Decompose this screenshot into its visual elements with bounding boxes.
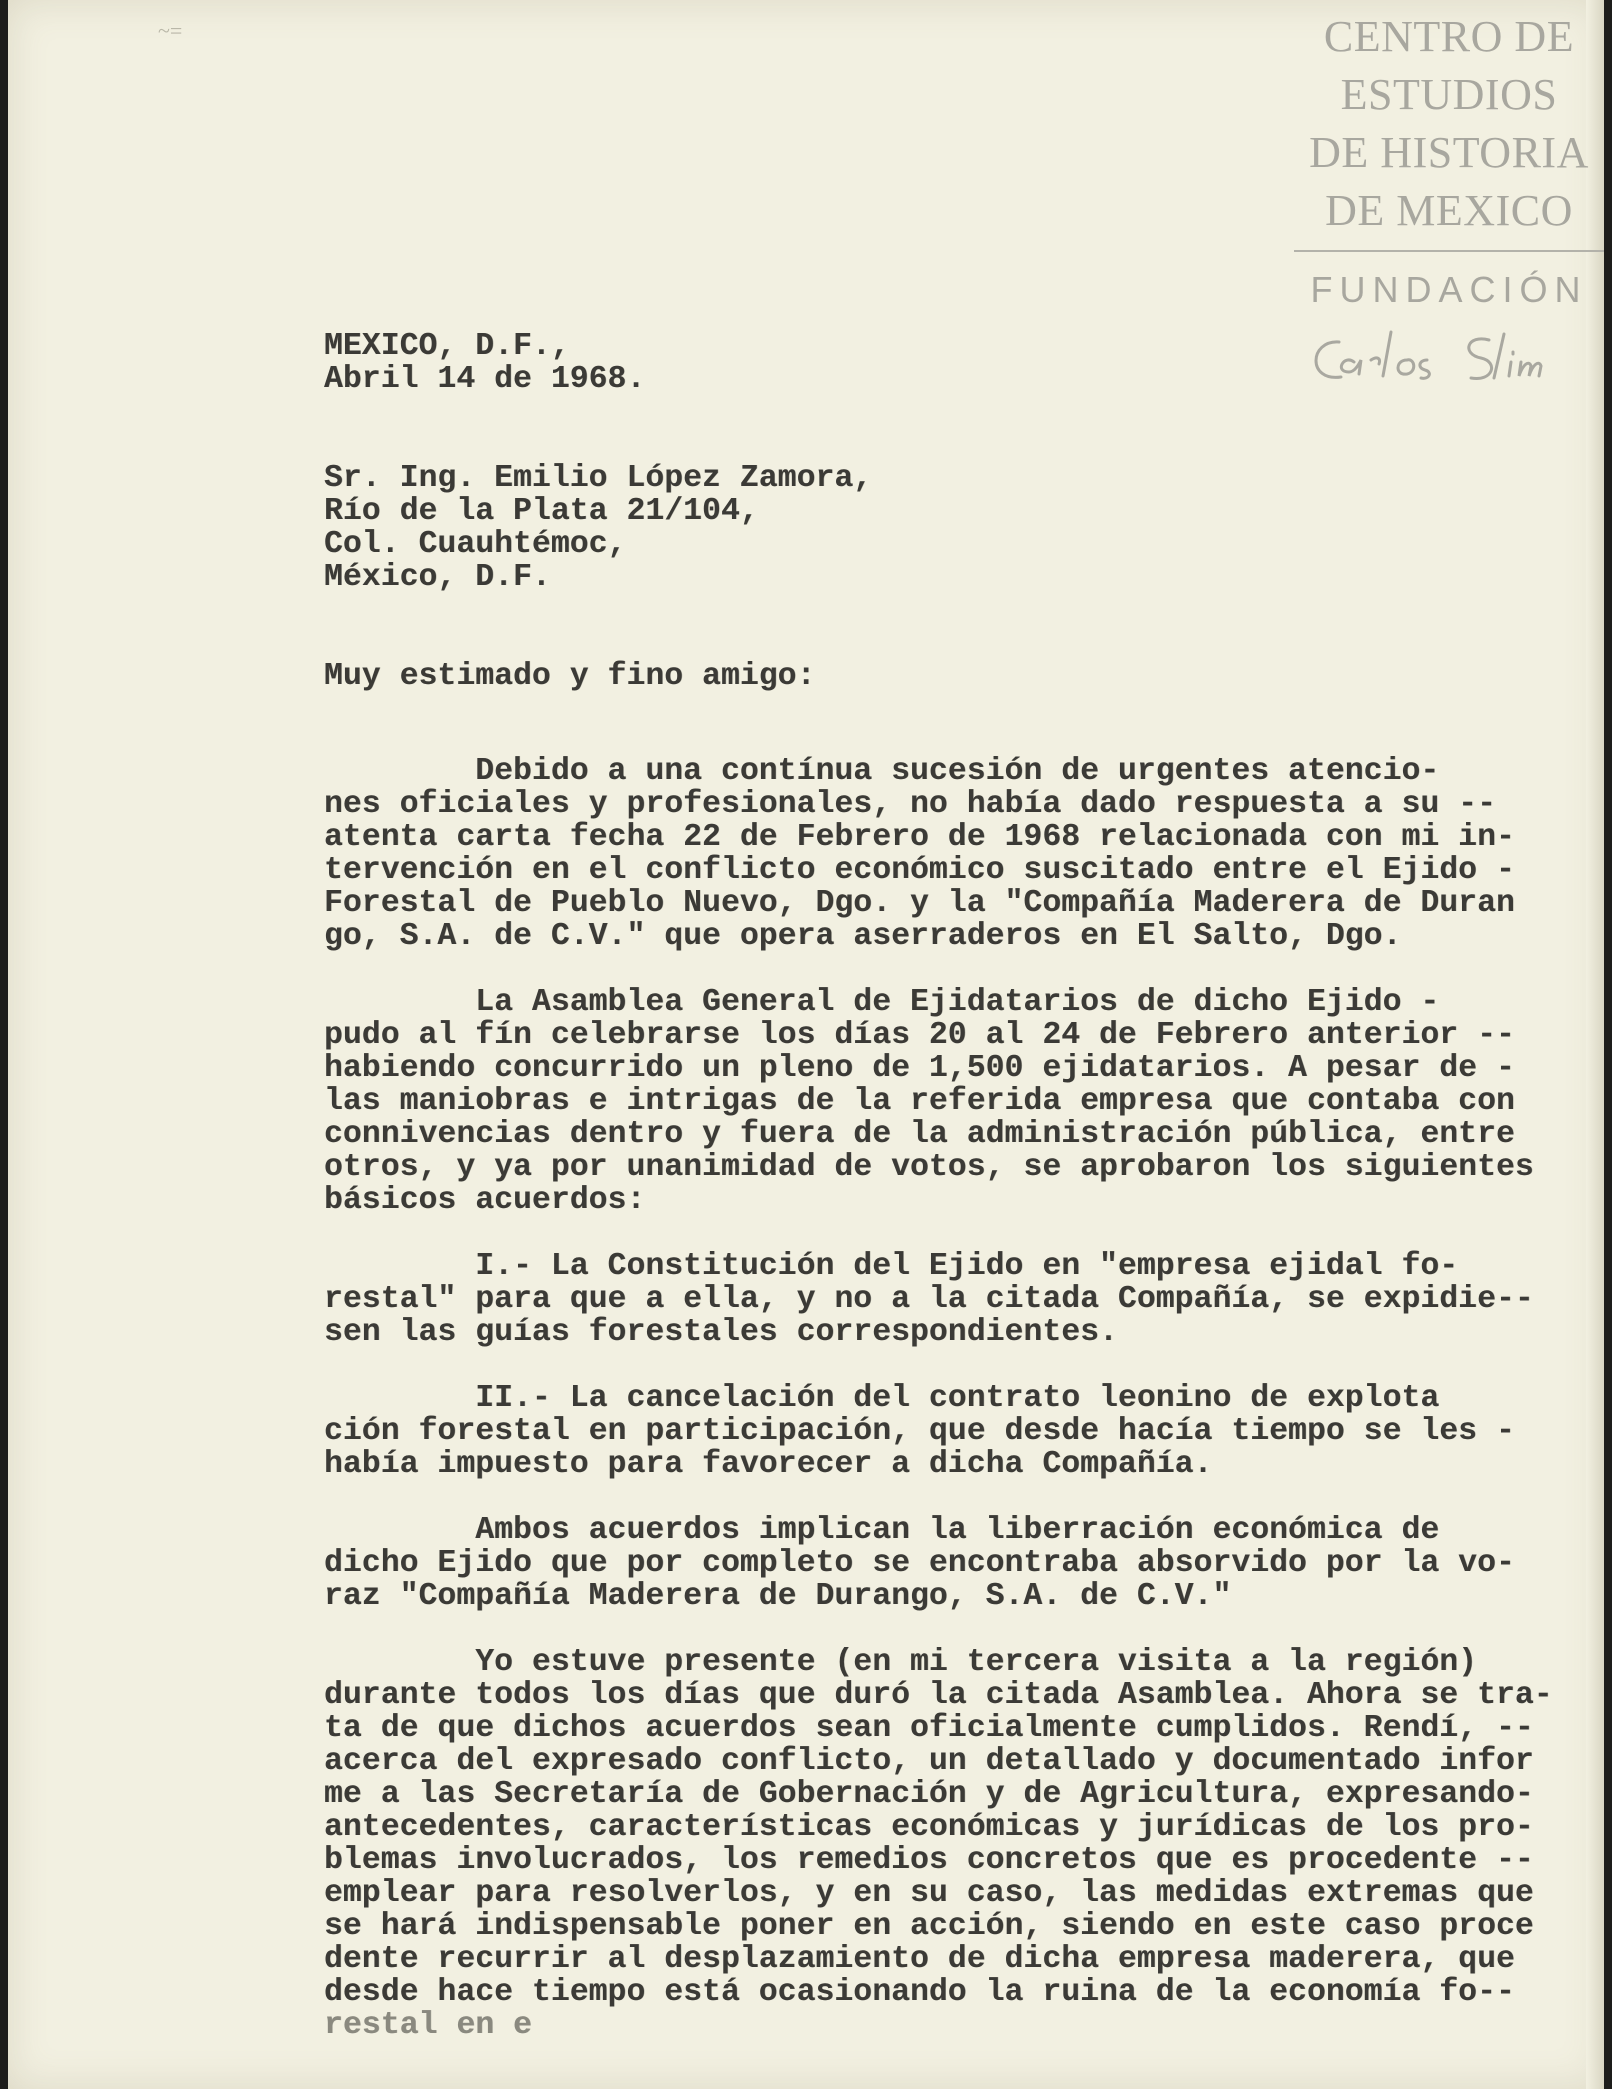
letter-date: Abril 14 de 1968. bbox=[324, 362, 646, 397]
text-line: me a las Secretaría de Gobernación y de Agricultura, expresando- bbox=[324, 1777, 1534, 1812]
text-line: go, S.A. de C.V." que opera aserraderos en El Salto, Dgo. bbox=[324, 919, 1402, 954]
text-line: Debido a una contínua sucesión de urgentes atencio- bbox=[324, 754, 1440, 789]
text-line: durante todos los días que duró la citada Asamblea. Ahora se tra- bbox=[324, 1678, 1553, 1713]
agreement-2 bbox=[324, 1382, 1574, 1481]
text-line: nes oficiales y profesionales, no había dado respuesta a su -- bbox=[324, 787, 1496, 822]
watermark-foundation: FUNDACIÓN bbox=[1310, 269, 1588, 310]
letter-body bbox=[324, 330, 1574, 2042]
watermark-line-3: DE HISTORIA bbox=[1309, 128, 1589, 177]
text-line: tervención en el conflicto económico suscitado entre el Ejido - bbox=[324, 853, 1515, 888]
letter-page bbox=[8, 0, 1604, 2089]
text-line: antecedentes, características económicas y jurídicas de los pro- bbox=[324, 1810, 1534, 1845]
text-line: I.- La Constitución del Ejido en "empresa ejidal fo- bbox=[324, 1249, 1459, 1284]
address-line: México, D.F. bbox=[324, 560, 551, 595]
address-line: Sr. Ing. Emilio López Zamora, bbox=[324, 461, 873, 496]
text-line: desde hace tiempo está ocasionando la ruina de la economía fo-- bbox=[324, 1975, 1515, 2010]
text-line: ta de que dichos acuerdos sean oficialmente cumplidos. Rendí, -- bbox=[324, 1711, 1534, 1746]
text-line: habiendo concurrido un pleno de 1,500 ejidatarios. A pesar de - bbox=[324, 1051, 1515, 1086]
corner-pencil-mark: ~= bbox=[158, 18, 183, 43]
text-line: había impuesto para favorecer a dicha Compañía. bbox=[324, 1447, 1213, 1482]
paragraph-5 bbox=[324, 1514, 1574, 1613]
text-line: acerca del expresado conflicto, un detallado y documentado infor bbox=[324, 1744, 1534, 1779]
text-line: II.- La cancelación del contrato leonino de explota bbox=[324, 1381, 1440, 1416]
watermark-line-1: CENTRO DE bbox=[1323, 12, 1575, 61]
text-line: dente recurrir al desplazamiento de dicha empresa maderera, que bbox=[324, 1942, 1515, 1977]
text-line: atenta carta fecha 22 de Febrero de 1968 relacionada con mi in- bbox=[324, 820, 1515, 855]
address-line: Río de la Plata 21/104, bbox=[324, 494, 759, 529]
text-line: Ambos acuerdos implican la liberración económica de bbox=[324, 1513, 1440, 1548]
text-line: raz "Compañía Maderera de Durango, S.A. de C.V." bbox=[324, 1579, 1232, 1614]
watermark-line-4: DE MEXICO bbox=[1325, 186, 1573, 235]
text-line: dicho Ejido que por completo se encontraba absorvido por la vo- bbox=[324, 1546, 1515, 1581]
text-line: Yo estuve presente (en mi tercera visita a la región) bbox=[324, 1645, 1478, 1680]
watermark-divider bbox=[1294, 250, 1604, 252]
address-line: Col. Cuauhtémoc, bbox=[324, 527, 627, 562]
text-line: se hará indispensable poner en acción, siendo en este caso proce bbox=[324, 1909, 1534, 1944]
cutoff-line: restal en e bbox=[324, 2008, 532, 2043]
agreement-1 bbox=[324, 1250, 1574, 1349]
text-line: Forestal de Pueblo Nuevo, Dgo. y la "Compañía Maderera de Duran bbox=[324, 886, 1515, 921]
text-line: sen las guías forestales correspondientes. bbox=[324, 1315, 1118, 1350]
letter-place: MEXICO, D.F., bbox=[324, 329, 570, 364]
text-line: emplear para resolverlos, y en su caso, las medidas extremas que bbox=[324, 1876, 1534, 1911]
text-line: restal" para que a ella, y no a la citada Compañía, se expidie-- bbox=[324, 1282, 1534, 1317]
text-line: básicos acuerdos: bbox=[324, 1183, 646, 1218]
recipient-address bbox=[324, 462, 1574, 594]
paragraph-2 bbox=[324, 986, 1574, 1217]
text-line: pudo al fín celebrarse los días 20 al 24 de Febrero anterior -- bbox=[324, 1018, 1515, 1053]
text-line: ción forestal en participación, que desde hacía tiempo se les - bbox=[324, 1414, 1515, 1449]
watermark-line-2: ESTUDIOS bbox=[1340, 70, 1558, 119]
text-line: connivencias dentro y fuera de la administración pública, entre bbox=[324, 1117, 1515, 1152]
text-line: otros, y ya por unanimidad de votos, se aprobaron los siguientes bbox=[324, 1150, 1534, 1185]
paragraph-1 bbox=[324, 755, 1574, 953]
text-line: blemas involucrados, los remedios concretos que es procedente -- bbox=[324, 1843, 1534, 1878]
paragraph-6 bbox=[324, 1646, 1574, 2042]
text-line: las maniobras e intrigas de la referida empresa que contaba con bbox=[324, 1084, 1515, 1119]
salutation: Muy estimado y fino amigo: bbox=[324, 659, 816, 694]
text-line: La Asamblea General de Ejidatarios de dicho Ejido - bbox=[324, 985, 1440, 1020]
